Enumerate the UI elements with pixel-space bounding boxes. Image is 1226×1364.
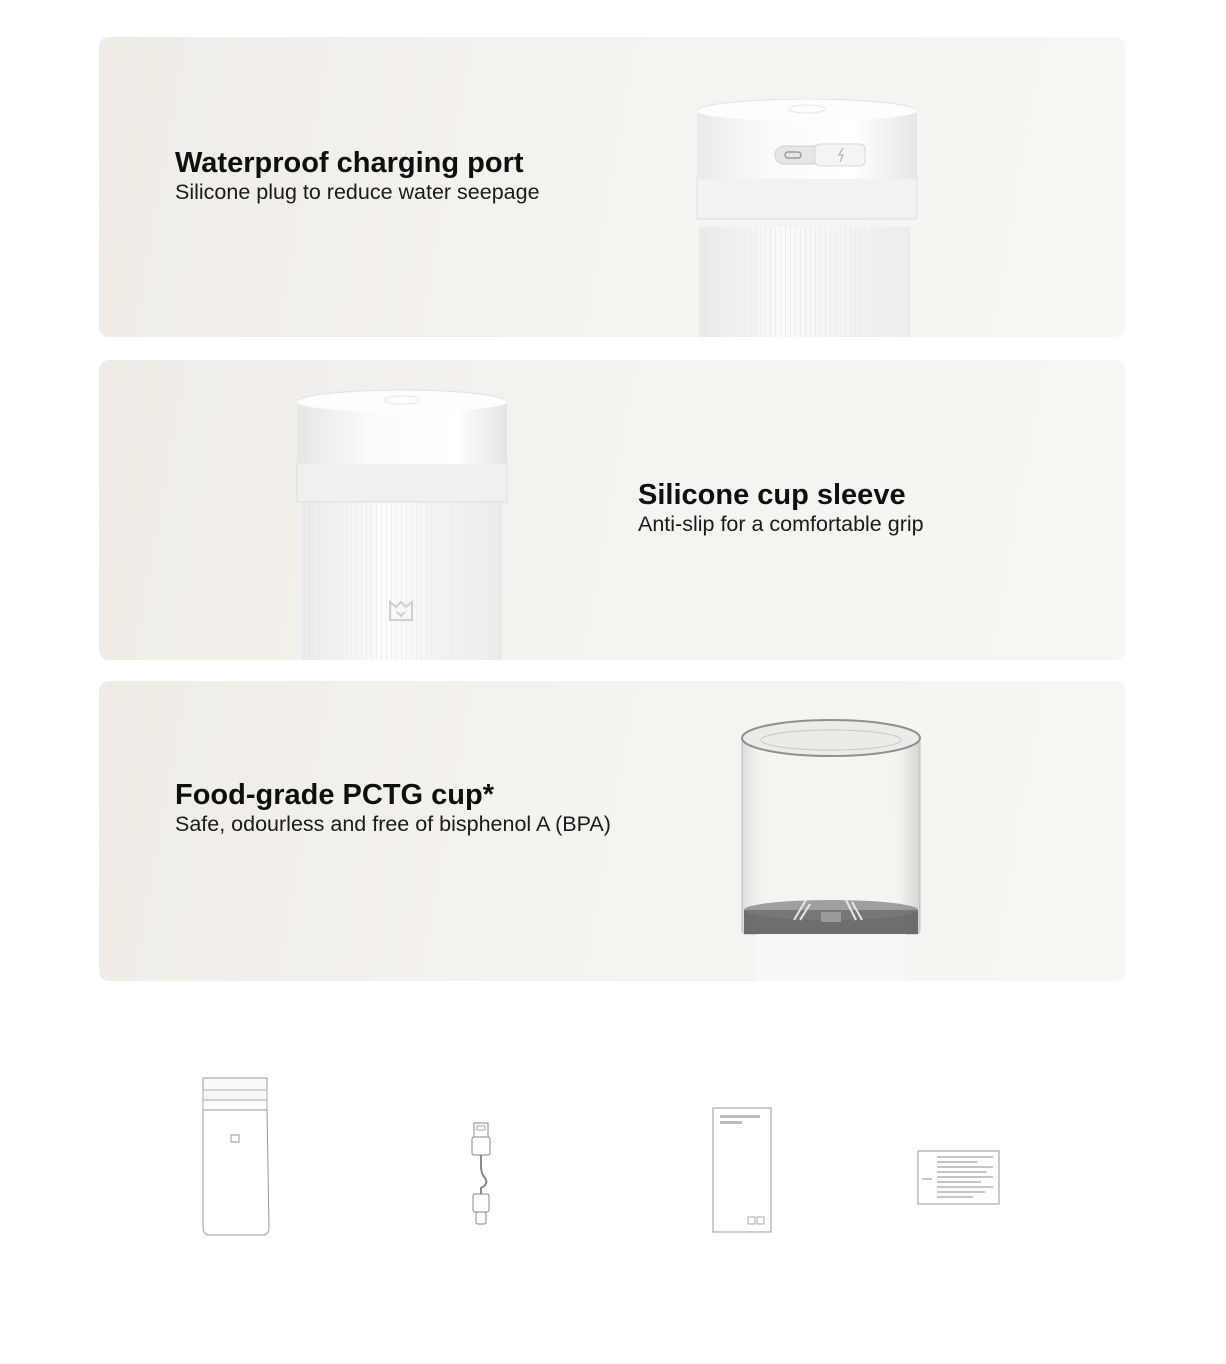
feature-panel-cup-sleeve xyxy=(99,360,1125,660)
feature-panel-pctg-cup xyxy=(99,681,1125,981)
blender-lid-charging-port-image xyxy=(695,99,921,337)
feature-subtitle: Safe, odourless and free of bisphenol A (BPA) xyxy=(175,812,611,836)
feature-text xyxy=(638,479,924,537)
feature-panel-charging-port xyxy=(99,37,1125,337)
accessory-warranty-card-outline xyxy=(917,1150,1001,1206)
feature-text xyxy=(175,147,540,205)
blender-silicone-sleeve-image xyxy=(296,388,510,660)
accessory-usb-c-cable-outline xyxy=(467,1122,495,1228)
feature-title: Food-grade PCTG cup* xyxy=(175,779,494,811)
accessory-blender-cup-outline xyxy=(201,1077,271,1239)
feature-text xyxy=(175,779,611,837)
feature-title: Silicone cup sleeve xyxy=(638,479,906,511)
blender-pctg-cup-image xyxy=(736,714,926,981)
accessory-user-manual-outline xyxy=(712,1107,774,1235)
feature-subtitle: Anti-slip for a comfortable grip xyxy=(638,512,924,536)
feature-subtitle: Silicone plug to reduce water seepage xyxy=(175,180,540,204)
feature-title: Waterproof charging port xyxy=(175,147,524,179)
